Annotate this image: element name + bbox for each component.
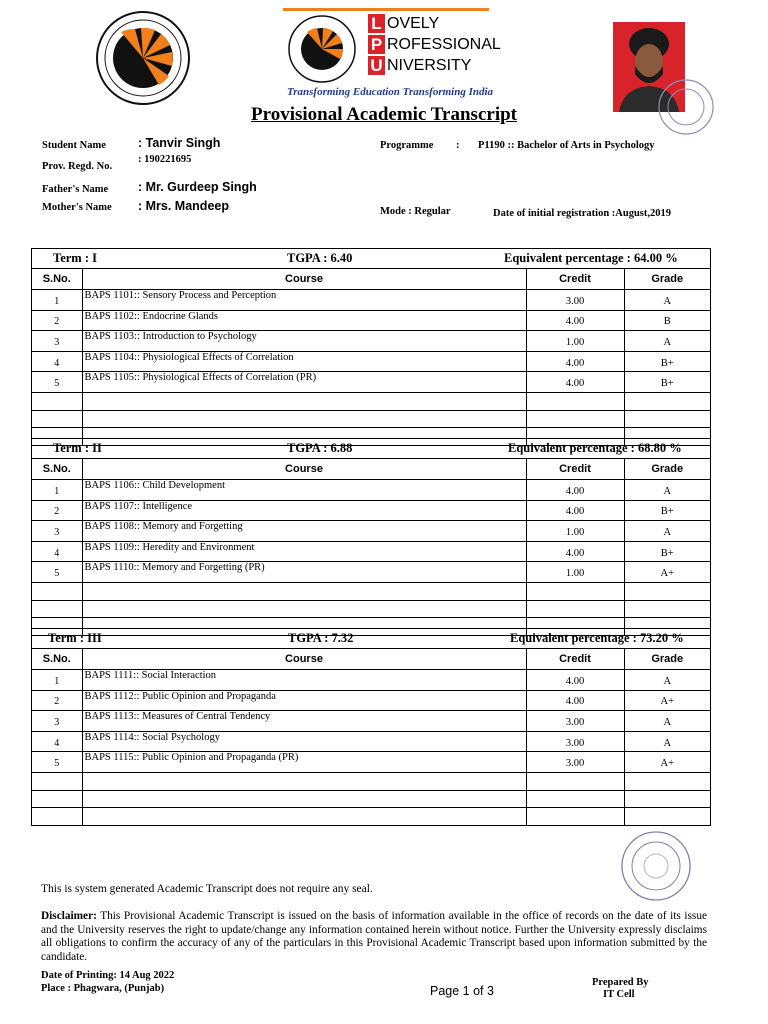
grade-cell: A [624,521,710,542]
page-number: Page 1 of 3 [430,984,494,998]
sno-cell: 5 [32,562,82,583]
grade-cell: B+ [624,541,710,562]
disclaimer [41,910,707,964]
course-cell: BAPS 1111:: Social Interaction [82,670,526,691]
table-row [32,351,710,372]
grade-cell: A [624,480,710,501]
col-credit: Credit [526,269,624,290]
term-block-2 [31,438,711,636]
table-header-row [32,649,710,670]
course-cell: BAPS 1115:: Public Opinion and Propaganda (PR) [82,752,526,773]
course-cell: BAPS 1113:: Measures of Central Tendency [82,711,526,732]
student-name-label: Student Name [42,140,106,151]
table-row [32,500,710,521]
course-cell: BAPS 1102:: Endocrine Glands [82,310,526,331]
course-cell: BAPS 1105:: Physiological Effects of Correlation (PR) [82,372,526,393]
term-block-1 [31,248,711,446]
tgpa: TGPA : 6.40 [287,251,353,265]
credit-cell: 4.00 [526,480,624,501]
programme: P1190 :: Bachelor of Arts in Psychology [478,140,655,151]
credit-cell: 4.00 [526,541,624,562]
mode: Mode : Regular [380,206,451,217]
registration-date: Date of initial registration :August,2019 [493,208,672,219]
logo-letter-l: L [368,14,385,33]
it-cell: IT Cell [603,989,635,1000]
table-row [32,331,710,352]
table-row [32,562,710,583]
table-row [32,690,710,711]
table-row [32,521,710,542]
term-label: Term : II [53,441,102,455]
credit-cell: 4.00 [526,351,624,372]
table-row-empty [32,582,710,600]
programme-label: Programme [380,140,434,151]
table-row [32,480,710,501]
sno-cell: 1 [32,480,82,501]
course-cell: BAPS 1106:: Child Development [82,480,526,501]
equivalent-percentage: Equivalent percentage : 64.00 % [504,251,678,265]
term-block-3 [31,628,711,826]
table-header-row [32,459,710,480]
logo-word-2: ROFESSIONAL [387,35,501,53]
table-row-empty [32,600,710,618]
sno-cell: 2 [32,310,82,331]
grade-cell: B+ [624,500,710,521]
sno-cell: 2 [32,500,82,521]
regd-label: Prov. Regd. No. [42,161,113,172]
col-sno: S.No. [32,649,82,670]
col-course: Course [82,459,526,480]
course-cell: BAPS 1103:: Introduction to Psychology [82,331,526,352]
sno-cell: 5 [32,752,82,773]
table-row-empty [32,808,710,825]
credit-cell: 1.00 [526,331,624,352]
table-row [32,711,710,732]
col-course: Course [82,649,526,670]
print-date: Date of Printing: 14 Aug 2022 [41,970,175,981]
table-row [32,670,710,691]
sno-cell: 4 [32,351,82,372]
table-row-empty [32,392,710,410]
table-row [32,752,710,773]
credit-cell: 3.00 [526,731,624,752]
grade-cell: A [624,670,710,691]
credit-cell: 3.00 [526,711,624,732]
equivalent-percentage: Equivalent percentage : 68.80 % [508,441,682,455]
table-row-empty [32,772,710,790]
col-sno: S.No. [32,459,82,480]
university-seal-stamp-icon [620,830,692,902]
sno-cell: 1 [32,670,82,691]
sno-cell: 3 [32,711,82,732]
credit-cell: 3.00 [526,752,624,773]
logo-letter-p: P [368,35,385,54]
table-row [32,541,710,562]
grade-cell: A [624,731,710,752]
sno-cell: 2 [32,690,82,711]
sno-cell: 1 [32,290,82,311]
course-cell: BAPS 1101:: Sensory Process and Perception [82,290,526,311]
table-row [32,290,710,311]
credit-cell: 4.00 [526,690,624,711]
father-label: Father's Name [42,184,109,195]
table-row-empty [32,410,710,428]
course-table [32,269,710,445]
programme-sep: : [456,140,460,151]
table-row [32,310,710,331]
col-credit: Credit [526,649,624,670]
credit-cell: 4.00 [526,500,624,521]
course-cell: BAPS 1104:: Physiological Effects of Correlation [82,351,526,372]
table-row [32,372,710,393]
grade-cell: A [624,331,710,352]
prepared-by: Prepared By [592,977,649,988]
credit-cell: 4.00 [526,372,624,393]
table-row-empty [32,790,710,808]
tgpa: TGPA : 7.32 [288,631,354,645]
col-grade: Grade [624,459,710,480]
course-cell: BAPS 1107:: Intelligence [82,500,526,521]
course-cell: BAPS 1112:: Public Opinion and Propaganda [82,690,526,711]
place: Place : Phagwara, (Punjab) [41,983,165,994]
grade-cell: B+ [624,351,710,372]
grade-cell: B+ [624,372,710,393]
logo-word-3: NIVERSITY [387,56,472,74]
disclaimer-text: This Provisional Academic Transcript is issued on the basis of information available in the office of records on the date of its issue and the University reserves the right to update/change any information contained herein without notice. Further the University expressly disclaims all obligations to confirm the accuracy of any of the particulars in this Provisional Academic Transcript based upon information submitted by the candidate. [41,910,707,963]
grade-cell: A [624,711,710,732]
student-name: : Tanvir Singh [138,136,221,150]
grade-cell: A+ [624,752,710,773]
logo-letter-u: U [368,56,385,75]
course-cell: BAPS 1108:: Memory and Forgetting [82,521,526,542]
table-header-row [32,269,710,290]
term-label: Term : III [48,631,102,645]
seal-note: This is system generated Academic Transcript does not require any seal. [41,883,373,895]
regd-no: : 190221695 [138,154,192,165]
table-row [32,731,710,752]
course-table [32,459,710,635]
grade-cell: A [624,290,710,311]
col-course: Course [82,269,526,290]
credit-cell: 1.00 [526,562,624,583]
grade-cell: B [624,310,710,331]
tagline: Transforming Education Transforming India [286,86,494,98]
course-cell: BAPS 1109:: Heredity and Environment [82,541,526,562]
university-emblem-icon [95,10,191,106]
mother-name: : Mrs. Mandeep [138,199,229,213]
disclaimer-label: Disclaimer: [41,910,97,922]
page-title: Provisional Academic Transcript [251,104,517,125]
credit-cell: 3.00 [526,290,624,311]
col-credit: Credit [526,459,624,480]
col-grade: Grade [624,269,710,290]
mother-label: Mother's Name [42,202,112,213]
tgpa: TGPA : 6.88 [287,441,353,455]
credit-cell: 4.00 [526,670,624,691]
father-name: : Mr. Gurdeep Singh [138,180,257,194]
grade-cell: A+ [624,690,710,711]
university-logo [283,8,501,84]
grade-cell: A+ [624,562,710,583]
term-label: Term : I [53,251,97,265]
course-table [32,649,710,825]
sno-cell: 3 [32,521,82,542]
col-grade: Grade [624,649,710,670]
equivalent-percentage: Equivalent percentage : 73.20 % [510,631,684,645]
credit-cell: 4.00 [526,310,624,331]
sno-cell: 5 [32,372,82,393]
sno-cell: 3 [32,331,82,352]
credit-cell: 1.00 [526,521,624,542]
course-cell: BAPS 1110:: Memory and Forgetting (PR) [82,562,526,583]
col-sno: S.No. [32,269,82,290]
logo-word-1: OVELY [387,14,440,32]
sno-cell: 4 [32,541,82,562]
course-cell: BAPS 1114:: Social Psychology [82,731,526,752]
sno-cell: 4 [32,731,82,752]
